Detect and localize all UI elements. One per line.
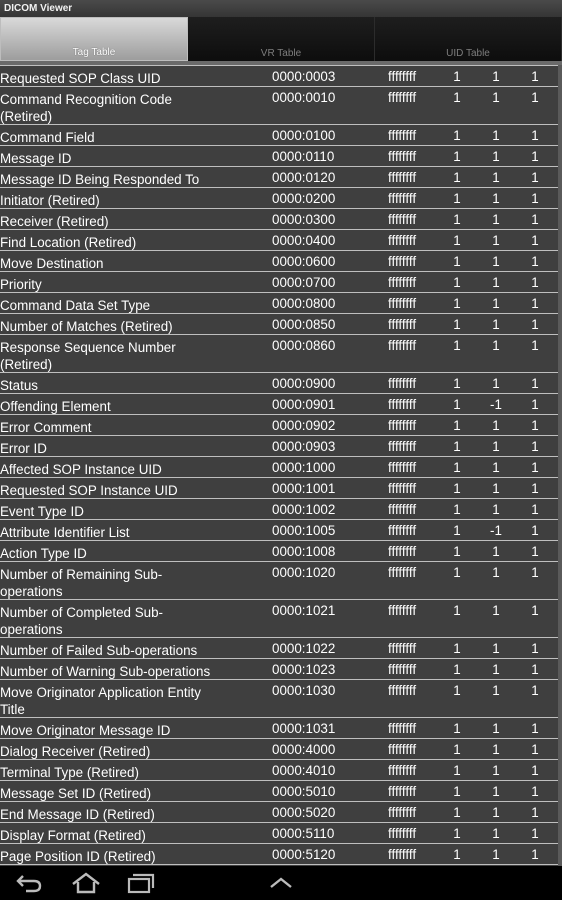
tag-name-cell: Requested SOP Instance UID [0,483,178,498]
tag-code-cell: 0000:0120 [272,170,336,185]
recent-apps-button[interactable] [126,872,156,899]
vm-min-cell: 1 [453,254,461,269]
vm-max-cell: 1 [492,149,500,164]
tag-code-cell: 0000:0900 [272,376,336,391]
vm-step-cell: 1 [531,128,539,143]
tag-name-cell: Priority [0,277,42,292]
vm-max-cell: 1 [492,763,500,778]
tag-code-cell: 0000:0600 [272,254,336,269]
vm-max-cell: 1 [492,502,500,517]
tag-mask-cell: ffffffff [388,662,417,677]
vm-max-cell: 1 [492,742,500,757]
tag-name-cell: Command Field [0,130,95,145]
vm-min-cell: 1 [453,460,461,475]
tag-code-cell: 0000:1022 [272,641,336,656]
tag-code-cell: 0000:0903 [272,439,336,454]
vm-min-cell: 1 [453,721,461,736]
tag-name-cell: Message ID [0,151,72,166]
tag-mask-cell: ffffffff [388,502,417,517]
vm-step-cell: 1 [531,296,539,311]
tab-vr-table-label: VR Table [260,48,302,59]
vm-max-cell: -1 [490,523,502,538]
tag-mask-cell: ffffffff [388,523,417,538]
tag-code-cell: 0000:1020 [272,565,336,580]
tag-name-cell: End Message ID (Retired) [0,807,155,822]
tag-name-cell: Number of Completed Sub-operations [0,605,163,637]
vm-step-cell: 1 [531,565,539,580]
vm-step-cell: 1 [531,502,539,517]
tag-mask-cell: ffffffff [388,641,417,656]
vm-step-cell: 1 [531,254,539,269]
vm-min-cell: 1 [453,763,461,778]
tab-bar [0,17,562,61]
vm-step-cell: 1 [531,376,539,391]
vm-min-cell: 1 [453,641,461,656]
tag-name-cell: Message ID Being Responded To [0,172,200,187]
tag-name-cell: Command Data Set Type [0,298,151,313]
back-button[interactable] [14,872,44,899]
tag-name-cell: Error Comment [0,420,92,435]
vm-max-cell: 1 [492,805,500,820]
table-row[interactable] [0,335,558,373]
tag-mask-cell: ffffffff [388,376,417,391]
chevron-up-icon [268,876,294,890]
tag-code-cell: 0000:5120 [272,847,336,862]
tag-code-cell: 0000:0110 [272,149,335,164]
vm-step-cell: 1 [531,742,539,757]
table-row[interactable] [0,600,558,638]
vm-step-cell: 1 [531,275,539,290]
tag-name-cell: Initiator (Retired) [0,193,100,208]
home-icon [70,872,102,894]
vm-min-cell: 1 [453,565,461,580]
vm-step-cell: 1 [531,233,539,248]
vm-min-cell: 1 [453,69,461,84]
recent-apps-icon [126,872,156,894]
tag-code-cell: 0000:1021 [272,603,336,618]
vm-step-cell: 1 [531,603,539,618]
tag-code-cell: 0000:0850 [272,317,336,332]
tag-code-cell: 0000:0902 [272,418,336,433]
table-row[interactable] [0,314,558,335]
table-row[interactable] [0,844,558,865]
vm-min-cell: 1 [453,784,461,799]
tag-name-cell: Requested SOP Class UID [0,71,161,86]
tag-name-cell: Move Originator Message ID [0,723,171,738]
tag-mask-cell: ffffffff [388,742,417,757]
tag-name-cell: Find Location (Retired) [0,235,137,250]
app-title-bar [0,0,562,17]
tag-code-cell: 0000:0860 [272,338,336,353]
tag-code-cell: 0000:0200 [272,191,336,206]
vm-min-cell: 1 [453,742,461,757]
tag-mask-cell: ffffffff [388,212,417,227]
table-row[interactable] [0,293,558,314]
tag-name-cell: Display Format (Retired) [0,828,146,843]
vm-step-cell: 1 [531,763,539,778]
tag-name-cell: Message Set ID (Retired) [0,786,152,801]
tag-name-cell: Affected SOP Instance UID [0,462,162,477]
tag-name-cell: Number of Matches (Retired) [0,319,173,334]
table-row[interactable] [0,802,558,823]
tag-mask-cell: ffffffff [388,784,417,799]
back-icon [14,872,44,894]
vm-step-cell: 1 [531,826,539,841]
vm-step-cell: 1 [531,317,539,332]
menu-up-button[interactable] [268,876,294,895]
tag-mask-cell: ffffffff [388,544,417,559]
tag-mask-cell: ffffffff [388,317,417,332]
vm-step-cell: 1 [531,149,539,164]
vm-max-cell: 1 [492,128,500,143]
tag-mask-cell: ffffffff [388,683,417,698]
table-row[interactable] [0,272,558,293]
system-navigation-bar [0,866,562,900]
table-row[interactable] [0,188,558,209]
vm-max-cell: 1 [492,847,500,862]
vm-min-cell: 1 [453,275,461,290]
table-row[interactable] [0,760,558,781]
vm-min-cell: 1 [453,847,461,862]
tag-mask-cell: ffffffff [388,233,417,248]
table-row[interactable] [0,251,558,272]
tag-code-cell: 0000:0003 [272,69,336,84]
vm-step-cell: 1 [531,683,539,698]
vm-step-cell: 1 [531,191,539,206]
tag-code-cell: 0000:4000 [272,742,336,757]
tag-code-cell: 0000:0300 [272,212,336,227]
vm-step-cell: 1 [531,847,539,862]
tag-code-cell: 0000:0400 [272,233,336,248]
tag-name-cell: Dialog Receiver (Retired) [0,744,151,759]
tag-mask-cell: ffffffff [388,338,417,353]
table-row[interactable] [0,520,558,541]
vm-max-cell: 1 [492,662,500,677]
tag-mask-cell: ffffffff [388,69,417,84]
vm-step-cell: 1 [531,662,539,677]
table-row[interactable] [0,478,558,499]
vm-min-cell: 1 [453,439,461,454]
vm-min-cell: 1 [453,544,461,559]
vm-max-cell: 1 [492,212,500,227]
vm-max-cell: 1 [492,641,500,656]
vm-max-cell: 1 [492,460,500,475]
vm-min-cell: 1 [453,523,461,538]
vm-min-cell: 1 [453,603,461,618]
tag-mask-cell: ffffffff [388,191,417,206]
table-row[interactable] [0,373,558,394]
table-scrollbar[interactable] [558,65,562,866]
table-row[interactable] [0,415,558,436]
tag-code-cell: 0000:5020 [272,805,336,820]
vm-min-cell: 1 [453,481,461,496]
tag-name-cell: Attribute Identifier List [0,525,130,540]
table-row[interactable] [0,781,558,802]
vm-step-cell: 1 [531,338,539,353]
tag-code-cell: 0000:5110 [272,826,335,841]
vm-min-cell: 1 [453,418,461,433]
table-row[interactable] [0,209,558,230]
vm-min-cell: 1 [453,233,461,248]
tag-mask-cell: ffffffff [388,721,417,736]
vm-step-cell: 1 [531,439,539,454]
vm-max-cell: 1 [492,721,500,736]
vm-max-cell: 1 [492,603,500,618]
vm-max-cell: 1 [492,439,500,454]
tag-code-cell: 0000:0010 [272,90,336,105]
vm-max-cell: 1 [492,296,500,311]
vm-max-cell: 1 [492,565,500,580]
tag-code-cell: 0000:1030 [272,683,336,698]
vm-min-cell: 1 [453,296,461,311]
tag-name-cell: Number of Failed Sub-operations [0,643,198,658]
vm-max-cell: 1 [492,69,500,84]
table-row[interactable] [0,638,558,659]
vm-min-cell: 1 [453,826,461,841]
tag-mask-cell: ffffffff [388,460,417,475]
vm-step-cell: 1 [531,544,539,559]
vm-step-cell: 1 [531,721,539,736]
vm-step-cell: 1 [531,69,539,84]
vm-step-cell: 1 [531,641,539,656]
vm-max-cell: 1 [492,170,500,185]
tag-mask-cell: ffffffff [388,603,417,618]
vm-min-cell: 1 [453,376,461,391]
tag-name-cell: Action Type ID [0,546,87,561]
tag-name-cell: Move Destination [0,256,104,271]
tag-mask-cell: ffffffff [388,439,417,454]
table-row[interactable] [0,125,558,146]
vm-min-cell: 1 [453,212,461,227]
tag-code-cell: 0000:1023 [272,662,336,677]
vm-step-cell: 1 [531,784,539,799]
home-button[interactable] [70,872,102,899]
tag-mask-cell: ffffffff [388,418,417,433]
table-row[interactable] [0,739,558,760]
vm-min-cell: 1 [453,397,461,412]
tag-mask-cell: ffffffff [388,275,417,290]
vm-step-cell: 1 [531,90,539,105]
table-row[interactable] [0,436,558,457]
tag-mask-cell: ffffffff [388,847,417,862]
tag-code-cell: 0000:1031 [272,721,336,736]
tag-name-cell: Move Originator Application Entity Title [0,685,201,717]
vm-max-cell: -1 [490,397,502,412]
tag-mask-cell: ffffffff [388,826,417,841]
vm-min-cell: 1 [453,149,461,164]
tab-tag-table-label: Tag Table [72,47,116,58]
tab-uid-table-label: UID Table [446,48,490,59]
vm-min-cell: 1 [453,683,461,698]
vm-max-cell: 1 [492,418,500,433]
vm-min-cell: 1 [453,317,461,332]
tag-code-cell: 0000:5010 [272,784,336,799]
vm-min-cell: 1 [453,338,461,353]
vm-max-cell: 1 [492,481,500,496]
vm-min-cell: 1 [453,170,461,185]
vm-max-cell: 1 [492,784,500,799]
table-row[interactable] [0,230,558,251]
vm-step-cell: 1 [531,460,539,475]
tag-name-cell: Response Sequence Number (Retired) [0,340,176,372]
vm-min-cell: 1 [453,191,461,206]
vm-step-cell: 1 [531,481,539,496]
vm-max-cell: 1 [492,338,500,353]
tag-code-cell: 0000:1005 [272,523,336,538]
vm-min-cell: 1 [453,90,461,105]
tag-code-cell: 0000:1008 [272,544,336,559]
vm-max-cell: 1 [492,254,500,269]
tag-mask-cell: ffffffff [388,90,417,105]
vm-step-cell: 1 [531,418,539,433]
tab-uid-table[interactable] [375,17,562,61]
tag-code-cell: 0000:0800 [272,296,336,311]
tag-code-cell: 0000:0100 [272,128,336,143]
table-row[interactable] [0,659,558,680]
tag-mask-cell: ffffffff [388,565,417,580]
vm-max-cell: 1 [492,376,500,391]
vm-max-cell: 1 [492,275,500,290]
tag-code-cell: 0000:0901 [272,397,336,412]
table-row[interactable] [0,457,558,478]
tag-mask-cell: ffffffff [388,254,417,269]
tag-mask-cell: ffffffff [388,149,417,164]
tag-name-cell: Number of Warning Sub-operations [0,664,211,679]
vm-step-cell: 1 [531,212,539,227]
tag-code-cell: 0000:1002 [272,502,336,517]
table-row[interactable] [0,87,558,125]
tag-mask-cell: ffffffff [388,170,417,185]
tag-table[interactable] [0,65,558,866]
tag-mask-cell: ffffffff [388,481,417,496]
table-row[interactable] [0,680,558,718]
table-row[interactable] [0,167,558,188]
vm-max-cell: 1 [492,826,500,841]
table-row[interactable] [0,65,558,87]
tab-vr-table[interactable] [188,17,375,61]
vm-min-cell: 1 [453,662,461,677]
vm-min-cell: 1 [453,502,461,517]
vm-max-cell: 1 [492,317,500,332]
tag-mask-cell: ffffffff [388,763,417,778]
tag-name-cell: Event Type ID [0,504,84,519]
table-row[interactable] [0,394,558,415]
tag-name-cell: Command Recognition Code (Retired) [0,92,172,124]
vm-max-cell: 1 [492,544,500,559]
tag-code-cell: 0000:0700 [272,275,336,290]
vm-step-cell: 1 [531,805,539,820]
tag-name-cell: Number of Remaining Sub-operations [0,567,163,599]
vm-max-cell: 1 [492,90,500,105]
tag-mask-cell: ffffffff [388,805,417,820]
tag-code-cell: 0000:1001 [272,481,336,496]
tag-name-cell: Page Position ID (Retired) [0,849,156,864]
tag-mask-cell: ffffffff [388,296,417,311]
tag-code-cell: 0000:4010 [272,763,336,778]
table-row[interactable] [0,499,558,520]
tag-mask-cell: ffffffff [388,397,417,412]
table-row[interactable] [0,718,558,739]
vm-min-cell: 1 [453,805,461,820]
vm-max-cell: 1 [492,191,500,206]
vm-max-cell: 1 [492,233,500,248]
tag-name-cell: Status [0,378,38,393]
vm-max-cell: 1 [492,683,500,698]
tab-tag-table[interactable] [0,17,188,61]
vm-step-cell: 1 [531,397,539,412]
tag-name-cell: Error ID [0,441,47,456]
table-row[interactable] [0,562,558,600]
table-row[interactable] [0,146,558,167]
tag-name-cell: Terminal Type (Retired) [0,765,139,780]
vm-step-cell: 1 [531,170,539,185]
tag-code-cell: 0000:1000 [272,460,336,475]
tag-mask-cell: ffffffff [388,128,417,143]
table-row[interactable] [0,823,558,844]
table-row[interactable] [0,541,558,562]
tag-name-cell: Receiver (Retired) [0,214,109,229]
vm-step-cell: 1 [531,523,539,538]
tag-name-cell: Offending Element [0,399,111,414]
vm-min-cell: 1 [453,128,461,143]
app-title: DICOM Viewer [4,3,73,14]
